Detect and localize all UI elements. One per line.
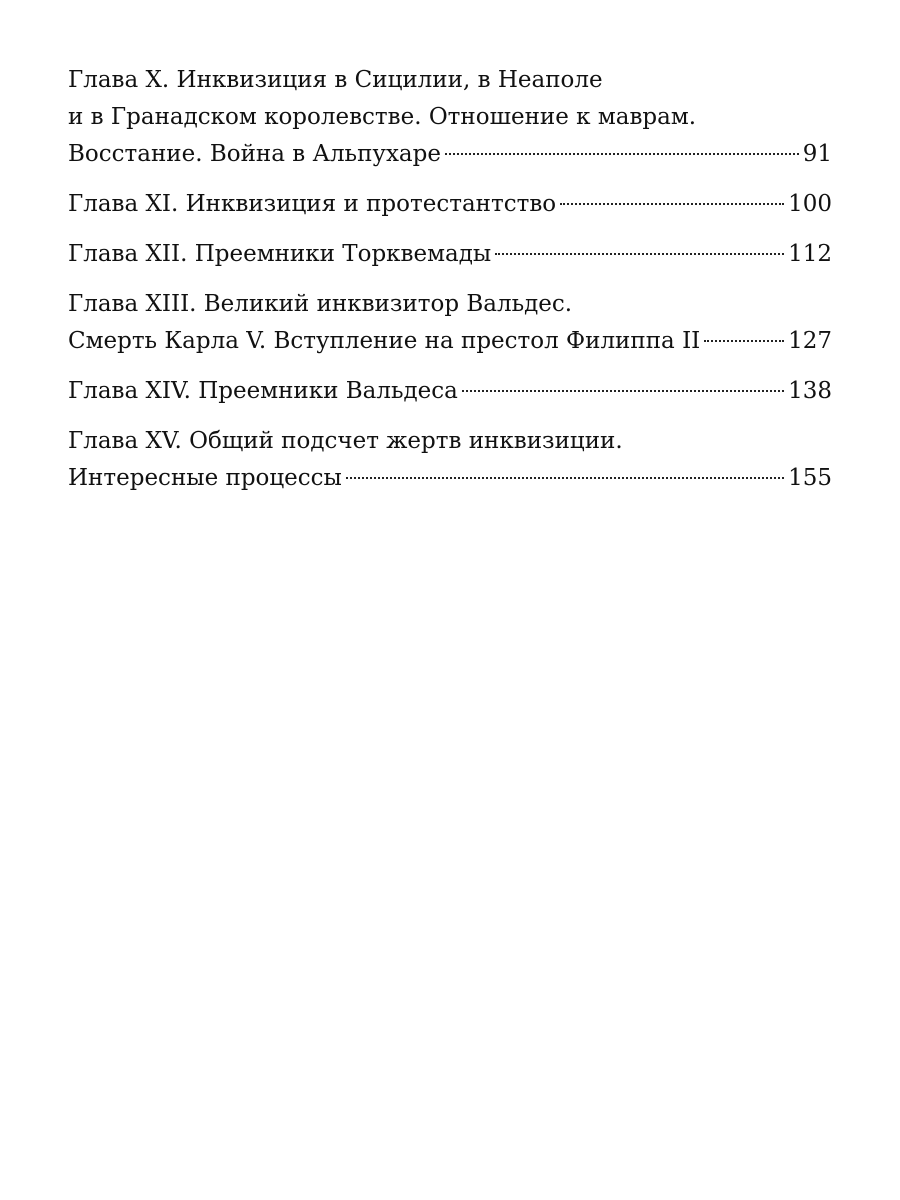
table-of-contents [68,62,832,510]
dot-leader [704,340,784,342]
toc-entry-title-line: Глава XI. Инквизиция и протестантство [68,191,557,217]
dot-leader [445,153,799,155]
toc-entry-chapter-14 [68,373,832,410]
toc-entry-last-line [68,323,832,360]
dot-leader [346,477,784,479]
dot-leader [462,390,784,392]
toc-entry-last-line [68,136,832,173]
page-number: 91 [802,141,832,167]
toc-entry-last-line [68,236,832,273]
toc-entry-chapter-11 [68,186,832,223]
toc-entry-title-line: Глава XV. Общий подсчет жертв инквизиции. [68,428,623,454]
page-number: 100 [788,191,832,217]
dot-leader [495,253,784,255]
toc-entry-chapter-12 [68,236,832,273]
toc-entry-title-line: Восстание. Война в Альпухаре [68,141,441,167]
toc-entry-last-line [68,460,832,497]
toc-entry-title-line: Глава XIII. Великий инквизитор Вальдес. [68,291,573,317]
toc-entry-chapter-13 [68,286,832,360]
dot-leader [560,203,784,205]
toc-entry-title-line: Глава XIV. Преемники Вальдеса [68,378,458,404]
page-number: 138 [788,378,832,404]
page-number: 112 [788,241,832,267]
toc-entry-chapter-10 [68,62,832,173]
toc-entry-title-line: и в Гранадском королевстве. Отношение к маврам. [68,104,697,130]
page-number: 155 [788,465,832,491]
page-number: 127 [788,328,832,354]
toc-entry-last-line [68,373,832,410]
toc-entry-title-line: Интересные процессы [68,465,342,491]
toc-entry-title-line: Глава X. Инквизиция в Сицилии, в Неаполе [68,67,603,93]
toc-entry-last-line [68,186,832,223]
toc-entry-title-line: Глава XII. Преемники Торквемады [68,241,492,267]
toc-entry-title-line: Смерть Карла V. Вступление на престол Филиппа II [68,328,701,354]
toc-entry-chapter-15 [68,423,832,497]
